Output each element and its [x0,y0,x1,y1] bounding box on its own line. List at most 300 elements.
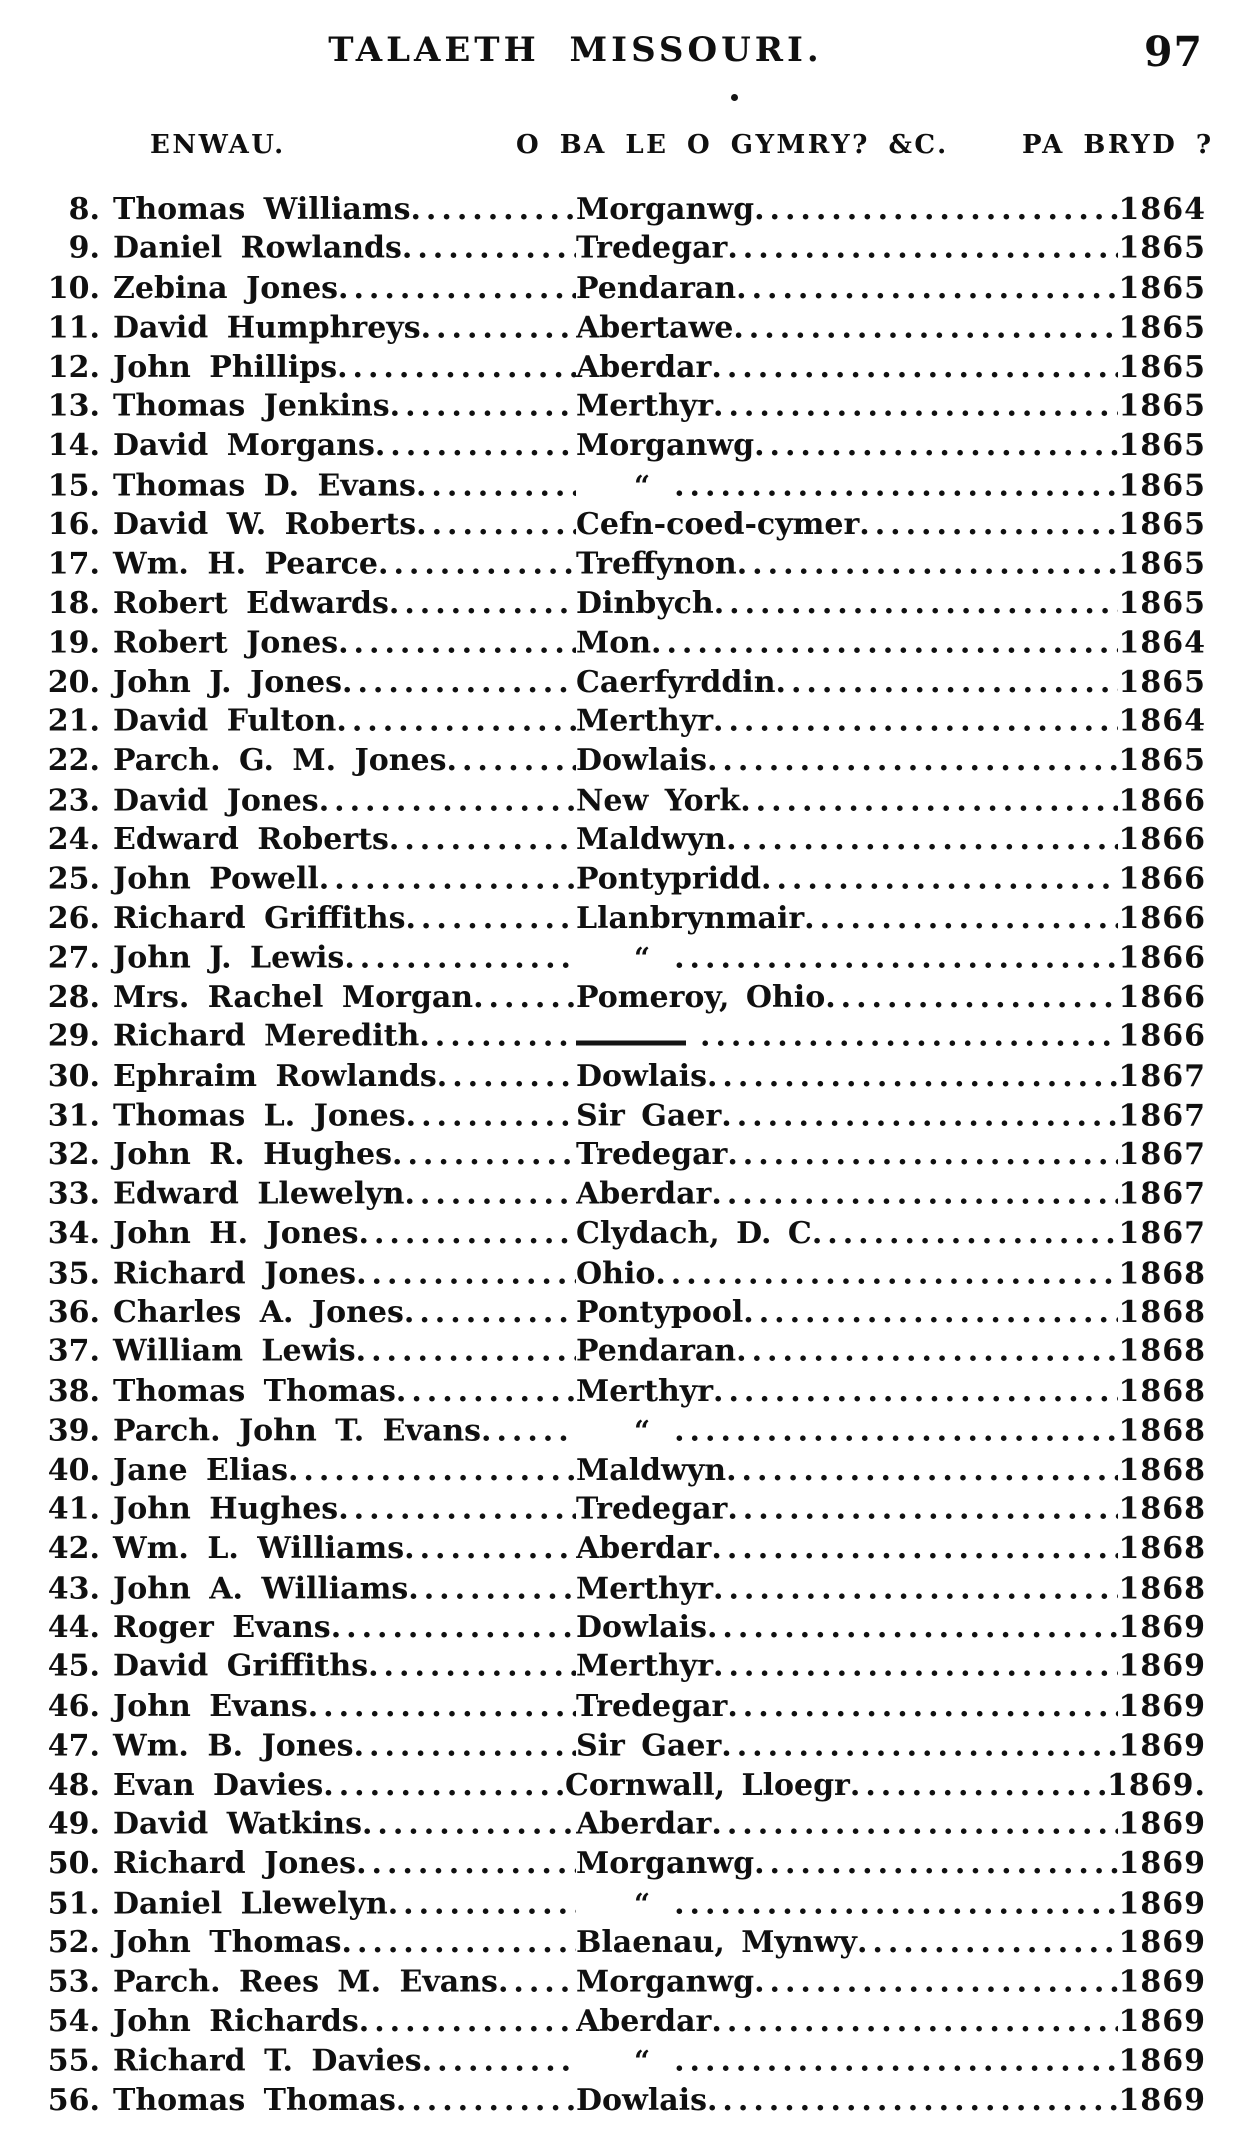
ditto-mark: “ [634,469,649,503]
row-number: 17. [47,546,100,582]
row-number: 33. [47,1176,100,1212]
row-number: 37. [47,1333,100,1369]
place-cell [576,978,1118,1017]
dot-leader [323,1766,565,1805]
place-name: Blaenau, Mynwy [576,1925,857,1961]
year-value: 1867 [1118,1176,1206,1212]
row-number: 16. [47,507,100,543]
dot-leader [354,1727,576,1766]
place-name: Maldwyn [576,1452,727,1488]
year-value: 1869 [1118,2082,1206,2118]
row-number: 13. [47,388,100,424]
dot-leader [651,624,1118,663]
row-number: 53. [47,1964,100,2000]
place-cell [576,1017,1118,1056]
ditto-mark: “ [634,1414,649,1448]
dot-leader [368,1647,576,1686]
dot-leader [404,1174,576,1213]
table-row [0,1962,1241,2001]
place-name: Aberdar [576,1806,712,1842]
person-name: Parch. John T. Evans [113,1413,482,1449]
dot-leader [727,1687,1118,1726]
dot-leader [812,1214,1118,1253]
dot-leader [761,859,1118,898]
dot-leader [416,505,576,544]
dot-leader [754,1962,1118,2001]
year-value: 1869 [1118,1886,1206,1922]
table-row [0,1766,1241,1805]
person-name: David Griffiths [113,1648,369,1684]
table-row [0,1489,1241,1528]
dot-leader [378,544,576,583]
place-cell [576,1529,1118,1568]
row-number: 23. [47,783,100,819]
person-name: John Phillips [113,349,338,385]
dot-leader [707,1057,1118,1096]
place-cell [576,1254,1118,1293]
ink-speck [731,94,738,101]
place-cell [576,466,1118,505]
place-cell [576,1372,1118,1411]
dot-leader [404,1529,576,1568]
dot-leader [754,426,1118,465]
dot-leader [857,1923,1118,1962]
row-number: 32. [47,1137,100,1173]
row-number: 24. [47,822,100,858]
place-name: Cefn-coed-cymer [576,507,860,543]
row-number: 45. [47,1648,100,1684]
table-row [0,190,1241,229]
person-name: John Powell [113,861,319,897]
person-name: Parch. Rees M. Evans [113,1964,498,2000]
place-cell [576,1727,1118,1766]
place-name: Aberdar [576,349,712,385]
year-value: 1864 [1118,192,1206,227]
year-value: 1866 [1118,822,1206,858]
row-number: 40. [47,1452,100,1488]
place-cell [576,741,1118,780]
dot-leader [737,544,1118,583]
dot-leader [392,1135,576,1174]
dot-leader [743,1293,1118,1332]
dot-leader [319,781,576,820]
person-name: Robert Jones [113,625,339,661]
dot-leader [726,820,1118,859]
dot-leader [711,2002,1118,2041]
dot-leader [344,939,576,978]
dot-leader [337,348,576,387]
place-cell [576,1923,1118,1962]
person-name: Roger Evans [113,1610,331,1646]
year-value: 1865 [1118,310,1206,346]
place-cell [576,1569,1118,1608]
dot-leader [711,348,1118,387]
dot-leader [674,1412,1118,1451]
dot-leader [736,269,1118,308]
table-row [0,1412,1241,1451]
dot-leader [714,584,1118,623]
dot-leader [362,1805,576,1844]
person-name: Wm. B. Jones [113,1728,354,1764]
dot-leader [406,1097,576,1136]
table-row [0,1569,1241,1608]
row-number: 26. [47,901,100,937]
row-number: 22. [47,743,100,779]
year-value: 1869 [1118,2003,1206,2039]
row-number: 34. [47,1216,100,1252]
table-row [0,1214,1241,1253]
place-cell [576,505,1118,544]
year-value: 1868 [1118,1571,1206,1607]
dot-leader [726,1451,1118,1490]
person-name: Thomas D. Evans [113,468,416,504]
dot-leader [736,1332,1118,1371]
year-value: 1869 [1118,1925,1206,1961]
dot-leader [331,1608,576,1647]
place-cell [576,781,1118,820]
row-number: 8. [68,192,100,227]
year-value: 1866 [1118,979,1206,1015]
row-number: 49. [47,1806,100,1842]
year-value: 1869 [1118,2043,1206,2079]
place-cell [576,702,1118,741]
ditto-mark: “ [634,942,649,976]
table-row [0,899,1241,938]
place-name: Morganwg [576,428,755,464]
dot-leader [740,781,1118,820]
person-name: Wm. L. Williams [113,1531,405,1567]
person-name: Parch. G. M. Jones [113,743,447,779]
table-row [0,1254,1241,1293]
place-cell [576,1451,1118,1490]
row-number: 20. [47,664,100,700]
row-number: 10. [47,270,100,306]
running-head [0,30,1241,76]
place-name: Morganwg [576,1846,755,1882]
dot-leader [804,899,1118,938]
dot-leader [713,1647,1118,1686]
dot-leader [721,1097,1118,1136]
place-name: Pomeroy, Ohio [576,979,826,1015]
place-cell [576,2002,1118,2041]
year-value: 1868 [1118,1256,1206,1292]
dot-leader [727,229,1118,268]
dot-leader [707,741,1118,780]
place-name: Pendaran [576,1333,737,1369]
person-name: Thomas Jenkins [113,388,390,424]
place-cell [576,1962,1118,2001]
table-row [0,309,1241,348]
year-value: 1865 [1118,585,1206,621]
dot-leader [711,1529,1118,1568]
year-value: 1864 [1118,625,1206,661]
person-name: Jane Elias [113,1452,288,1488]
year-value: 1866 [1118,901,1206,937]
person-name: David W. Roberts [113,507,417,543]
table-row [0,702,1241,741]
year-value: 1867 [1118,1216,1206,1252]
row-number: 47. [47,1728,100,1764]
table-row [0,1608,1241,1647]
dot-leader [356,1844,576,1883]
year-value: 1866 [1118,1018,1206,1054]
table-row [0,1372,1241,1411]
row-number: 25. [47,861,100,897]
place-cell [576,1293,1118,1332]
year-value: 1865 [1118,507,1206,543]
row-number: 30. [47,1058,100,1094]
dot-leader [447,741,577,780]
year-value: 1865 [1118,546,1206,582]
row-number: 35. [47,1256,100,1292]
place-name: Morganwg [576,192,755,227]
person-name: Thomas L. Jones [113,1098,406,1134]
person-name: David Morgans [113,428,375,464]
table-row [0,229,1241,268]
table-row [0,1805,1241,1844]
row-number: 51. [47,1886,100,1922]
row-number: 18. [47,585,100,621]
dot-leader [707,2081,1118,2120]
person-name: Richard T. Davies [113,2043,422,2079]
dot-leader [404,1293,576,1332]
year-value: 1868 [1118,1452,1206,1488]
table-row [0,1017,1241,1056]
row-number: 56. [47,2082,100,2118]
row-number: 36. [47,1294,100,1330]
year-value: 1869 [1118,1610,1206,1646]
dot-leader [308,1687,576,1726]
table-row [0,1687,1241,1726]
row-number: 52. [47,1925,100,1961]
person-name: John Evans [113,1688,308,1724]
page-number: 97 [1143,28,1203,76]
dot-leader [674,2042,1118,2081]
year-value: 1869 [1118,1806,1206,1842]
table-row [0,741,1241,780]
person-name: Charles A. Jones [113,1294,404,1330]
table-row [0,1097,1241,1136]
year-value: 1865 [1118,270,1206,306]
place-cell [576,1332,1118,1371]
place-name: Tredegar [576,1491,728,1527]
dot-leader [421,309,576,348]
place-name: Aberdar [576,1176,712,1212]
person-name: John Hughes [113,1491,339,1527]
place-cell [576,1214,1118,1253]
place-cell [576,309,1118,348]
year-value: 1865 [1118,468,1206,504]
dot-leader [342,1923,577,1962]
place-cell [576,1647,1118,1686]
ditto-mark: “ [634,2044,649,2078]
person-name: John R. Hughes [113,1137,393,1173]
place-cell [576,386,1118,425]
row-number: 55. [47,2043,100,2079]
row-number: 54. [47,2003,100,2039]
person-name: John J. Lewis [113,941,345,977]
dot-leader [481,1412,576,1451]
person-name: Daniel Llewelyn [113,1886,388,1922]
year-value: 1866 [1118,941,1206,977]
table-row [0,1727,1241,1766]
place-cell [576,348,1118,387]
table-row [0,2002,1241,2041]
dot-leader [288,1451,576,1490]
year-value: 1869. [1107,1767,1206,1803]
row-number: 46. [47,1688,100,1724]
place-cell [576,544,1118,583]
table-row [0,269,1241,308]
person-name: John Richards [113,2003,359,2039]
place-name: Pontypridd [576,861,761,897]
dot-leader [408,1569,576,1608]
dot-leader [733,309,1118,348]
row-number: 29. [47,1018,100,1054]
dot-leader [396,1372,576,1411]
person-name: Thomas Williams [113,192,411,227]
place-cell [576,1687,1118,1726]
person-name: John Thomas [113,1925,342,1961]
place-cell [576,1608,1118,1647]
row-number: 28. [47,979,100,1015]
year-value: 1869 [1118,1964,1206,2000]
person-name: Evan Davies [113,1767,324,1803]
row-number: 12. [47,349,100,385]
place-name: Tredegar [576,1688,728,1724]
year-value: 1865 [1118,388,1206,424]
person-name: Richard Griffiths [113,901,406,937]
table-row [0,1844,1241,1883]
dot-leader [356,1254,576,1293]
row-number: 19. [47,625,100,661]
dot-leader [396,2081,576,2120]
year-value: 1868 [1118,1413,1206,1449]
person-name: David Jones [113,783,319,819]
person-name: Richard Jones [113,1256,357,1292]
year-value: 1865 [1118,349,1206,385]
table-row [0,859,1241,898]
place-name: Tredegar [576,1137,728,1173]
dot-leader [390,386,576,425]
row-number: 50. [47,1846,100,1882]
place-name: Treffynon [576,546,737,582]
person-name: David Humphreys [113,310,421,346]
dot-leader [389,820,576,859]
passenger-list [0,190,1241,2120]
dot-leader [674,466,1118,505]
table-row [0,978,1241,1017]
year-value: 1864 [1118,703,1206,739]
table-row [0,1647,1241,1686]
dot-leader [776,663,1118,702]
place-cell [576,2081,1118,2120]
place-name: Maldwyn [576,822,727,858]
dot-leader [319,859,576,898]
place-cell [576,1805,1118,1844]
place-cell [576,663,1118,702]
dot-leader [338,269,576,308]
dot-leader [754,190,1118,229]
table-row [0,1135,1241,1174]
dot-leader [359,2002,576,2041]
dot-leader [727,1489,1118,1528]
place-name: Merthyr [576,388,714,424]
table-row [0,544,1241,583]
place-cell [576,1844,1118,1883]
person-name: Richard Meredith [113,1018,420,1054]
place-name: Ohio [576,1256,656,1292]
dot-leader [727,1135,1118,1174]
place-name: Sir Gaer [576,1098,722,1134]
place-name: Merthyr [576,1373,714,1409]
table-row [0,781,1241,820]
row-number: 41. [47,1491,100,1527]
place-name: Aberdar [576,1531,712,1567]
place-cell [576,1412,1118,1451]
person-name: Thomas Thomas [113,1373,396,1409]
dot-leader [402,229,576,268]
year-value: 1868 [1118,1373,1206,1409]
dot-leader [754,1844,1118,1883]
place-cell [576,269,1118,308]
table-row [0,466,1241,505]
place-cell [576,820,1118,859]
place-cell [576,2042,1118,2081]
place-cell [576,190,1118,229]
table-row [0,1529,1241,1568]
year-value: 1869 [1118,1688,1206,1724]
dot-leader [711,1174,1118,1213]
row-number: 43. [47,1571,100,1607]
place-name: Dowlais [576,743,707,779]
table-row [0,1884,1241,1923]
person-name: Edward Roberts [113,822,389,858]
dot-leader [342,663,576,702]
dot-leader [473,978,576,1017]
table-row [0,939,1241,978]
dot-leader [498,1962,576,2001]
year-value: 1866 [1118,861,1206,897]
blank-rule [576,1041,686,1046]
row-number: 44. [47,1610,100,1646]
page-title: TALAETH MISSOURI. [328,30,823,70]
dot-leader [713,1372,1118,1411]
row-number: 48. [47,1767,100,1803]
column-headers [0,130,1241,164]
dot-leader [674,1884,1118,1923]
place-cell [576,1884,1118,1923]
table-row [0,1332,1241,1371]
year-value: 1865 [1118,664,1206,700]
dot-leader [825,978,1118,1017]
year-value: 1865 [1118,743,1206,779]
person-name: William Lewis [113,1333,356,1369]
table-row [0,2081,1241,2120]
place-name: Clydach, D. C [576,1216,812,1252]
table-row [0,624,1241,663]
table-row [0,584,1241,623]
dot-leader [437,1057,576,1096]
person-name: John A. Williams [113,1571,409,1607]
year-value: 1869 [1118,1846,1206,1882]
person-name: Mrs. Rachel Morgan [113,979,474,1015]
year-value: 1867 [1118,1098,1206,1134]
dot-leader [707,1608,1118,1647]
ditto-mark: “ [634,1887,649,1921]
place-cell [576,1057,1118,1096]
place-name: Dowlais [576,1058,707,1094]
